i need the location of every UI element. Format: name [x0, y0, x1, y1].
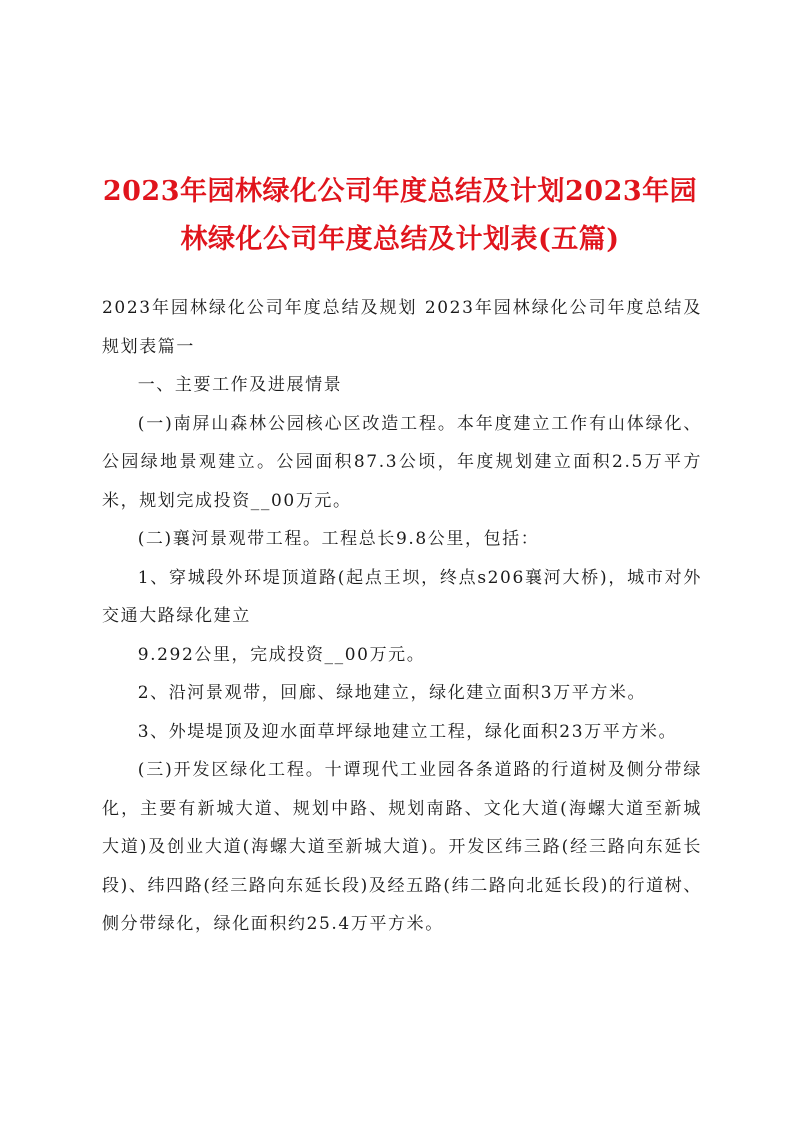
paragraph-item-2: (二)襄河景观带工程。工程总长9.8公里，包括： [137, 529, 540, 549]
paragraph-intro: 2023年园林绿化公司年度总结及规划 2023年园林绿化公司年度总结及规划表篇一 [102, 298, 702, 357]
document-body [102, 289, 702, 944]
paragraph-item-1: (一)南屏山森林公园核心区改造工程。本年度建立工作有山体绿化、公园绿地景观建立。公园面积87.3公顷，年度规划建立面积2.5万平方米，规划完成投资__00万元。 [102, 413, 702, 511]
paragraph-section-heading: 一、主要工作及进展情景 [137, 375, 343, 395]
paragraph-subitem-2: 2、沿河景观带，回廊、绿地建立，绿化建立面积3万平方米。 [137, 683, 647, 703]
paragraph-item-3: (三)开发区绿化工程。十谭现代工业园各条道路的行道树及侧分带绿化，主要有新城大道、规划中路、规划南路、文化大道(海螺大道至新城大道)及创业大道(海螺大道至新城大道)。开发区纬三路(经三路向东延长段)、纬四路(经三路向东延长段)及经五路(纬二路向北延长段)的行道树、侧分带绿化，绿化面积约25.4万平方米。 [102, 760, 702, 934]
paragraph-subitem-1-cont: 9.292公里，完成投资__00万元。 [137, 644, 426, 665]
paragraph-subitem-3: 3、外堤堤顶及迎水面草坪绿地建立工程，绿化面积23万平方米。 [137, 721, 678, 742]
paragraph-subitem-1: 1、穿城段外环堤顶道路(起点王坝，终点s206襄河大桥)，城市对外交通大路绿化建立 [102, 567, 702, 626]
document-title: 2023年园林绿化公司年度总结及计划2023年园林绿化公司年度总结及计划表(五篇) [102, 176, 698, 255]
